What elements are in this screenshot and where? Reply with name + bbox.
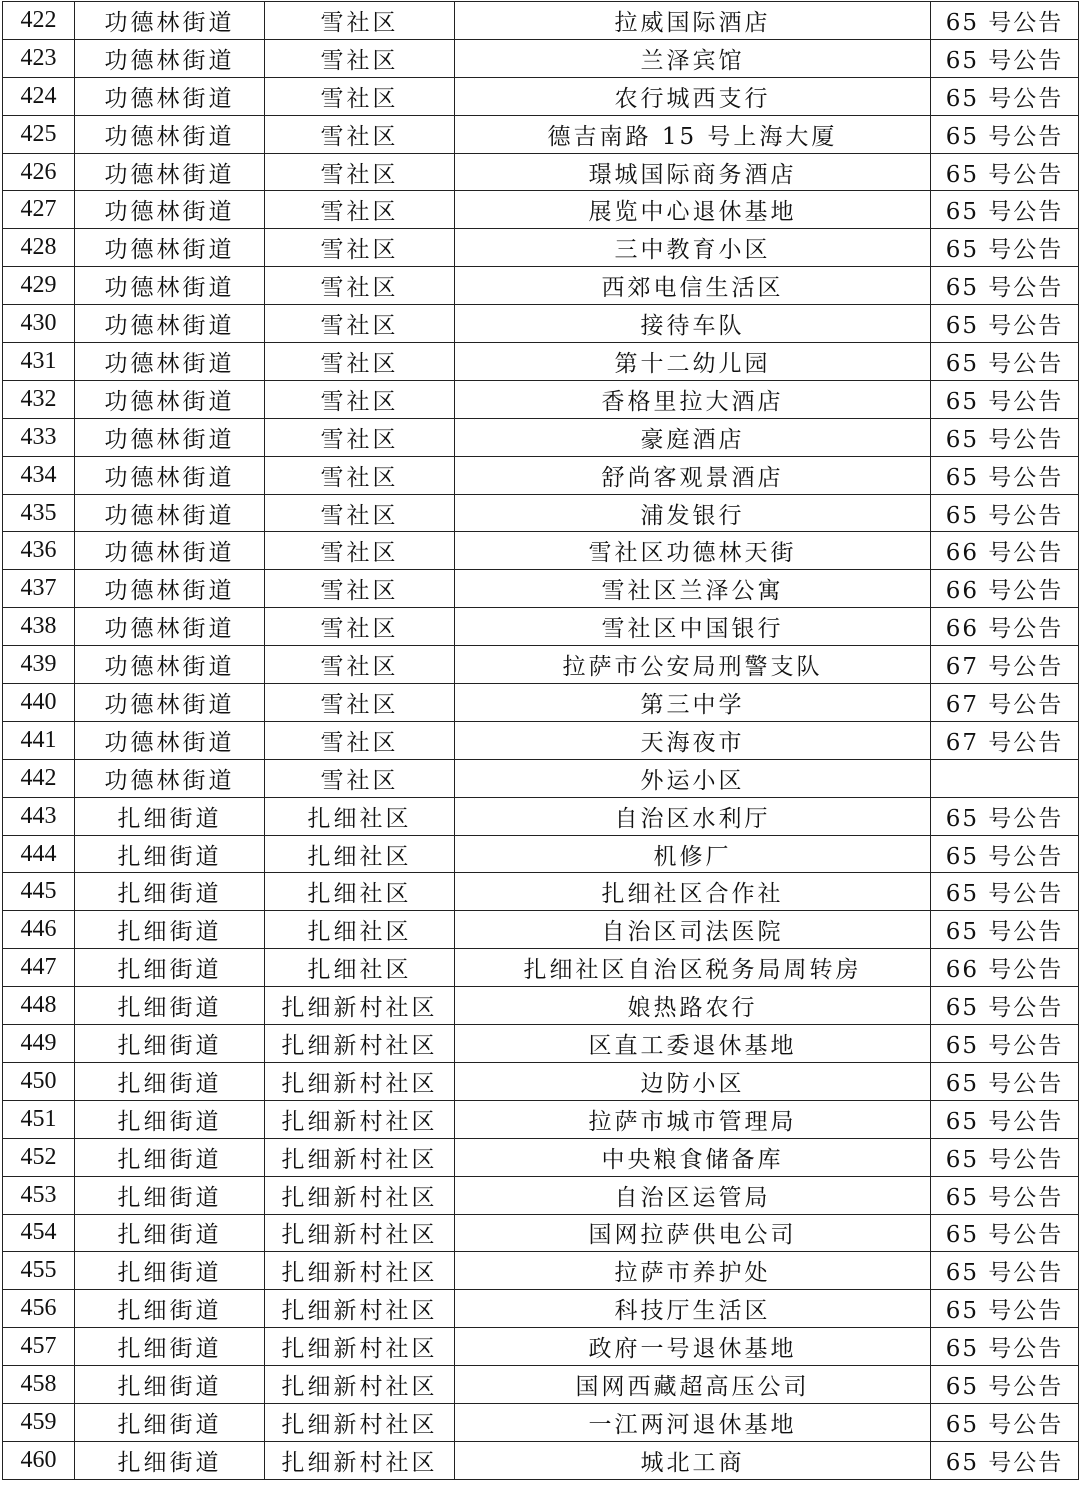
community-cell: 雪社区 xyxy=(265,570,455,608)
row-number-cell: 452 xyxy=(3,1138,75,1176)
community-cell: 雪社区 xyxy=(265,456,455,494)
notice-cell: 65 号公告 xyxy=(931,1214,1079,1252)
subdistrict-cell: 功德林街道 xyxy=(75,721,265,759)
row-number-cell: 422 xyxy=(3,2,75,40)
location-cell: 科技厅生活区 xyxy=(455,1290,931,1328)
row-number-cell: 447 xyxy=(3,949,75,987)
notice-cell: 65 号公告 xyxy=(931,797,1079,835)
subdistrict-cell: 功德林街道 xyxy=(75,153,265,191)
table-row xyxy=(3,949,1079,987)
table-row xyxy=(3,684,1079,722)
subdistrict-cell: 扎细街道 xyxy=(75,797,265,835)
community-cell: 雪社区 xyxy=(265,532,455,570)
notice-cell: 65 号公告 xyxy=(931,115,1079,153)
notice-cell: 65 号公告 xyxy=(931,2,1079,40)
community-cell: 扎细新村社区 xyxy=(265,1252,455,1290)
subdistrict-cell: 功德林街道 xyxy=(75,343,265,381)
table-row xyxy=(3,229,1079,267)
notice-cell: 65 号公告 xyxy=(931,191,1079,229)
notice-cell: 65 号公告 xyxy=(931,153,1079,191)
community-cell: 扎细新村社区 xyxy=(265,1176,455,1214)
table-body xyxy=(3,2,1079,1480)
community-cell: 扎细新村社区 xyxy=(265,1214,455,1252)
notice-cell xyxy=(931,759,1079,797)
notice-cell: 67 号公告 xyxy=(931,684,1079,722)
table-row xyxy=(3,343,1079,381)
notice-cell: 65 号公告 xyxy=(931,229,1079,267)
notice-cell: 66 号公告 xyxy=(931,532,1079,570)
notice-cell: 65 号公告 xyxy=(931,1025,1079,1063)
location-cell: 西郊电信生活区 xyxy=(455,267,931,305)
location-cell: 浦发银行 xyxy=(455,494,931,532)
row-number-cell: 431 xyxy=(3,343,75,381)
location-cell: 自治区运管局 xyxy=(455,1176,931,1214)
community-cell: 雪社区 xyxy=(265,77,455,115)
row-number-cell: 445 xyxy=(3,873,75,911)
table-row xyxy=(3,835,1079,873)
subdistrict-cell: 扎细街道 xyxy=(75,1403,265,1441)
row-number-cell: 449 xyxy=(3,1025,75,1063)
subdistrict-cell: 扎细街道 xyxy=(75,1025,265,1063)
location-cell: 国网西藏超高压公司 xyxy=(455,1366,931,1404)
row-number-cell: 457 xyxy=(3,1328,75,1366)
table-row xyxy=(3,1214,1079,1252)
table-row xyxy=(3,646,1079,684)
community-cell: 扎细新村社区 xyxy=(265,1025,455,1063)
community-cell: 雪社区 xyxy=(265,380,455,418)
subdistrict-cell: 功德林街道 xyxy=(75,494,265,532)
subdistrict-cell: 功德林街道 xyxy=(75,305,265,343)
notice-cell: 65 号公告 xyxy=(931,911,1079,949)
listing-table xyxy=(2,1,1079,1480)
row-number-cell: 456 xyxy=(3,1290,75,1328)
notice-cell: 65 号公告 xyxy=(931,343,1079,381)
location-cell: 三中教育小区 xyxy=(455,229,931,267)
table-row xyxy=(3,608,1079,646)
table-row xyxy=(3,39,1079,77)
location-cell: 德吉南路 15 号上海大厦 xyxy=(455,115,931,153)
location-cell: 第三中学 xyxy=(455,684,931,722)
notice-cell: 65 号公告 xyxy=(931,1176,1079,1214)
community-cell: 扎细社区 xyxy=(265,911,455,949)
notice-cell: 65 号公告 xyxy=(931,456,1079,494)
community-cell: 雪社区 xyxy=(265,191,455,229)
community-cell: 雪社区 xyxy=(265,2,455,40)
location-cell: 娘热路农行 xyxy=(455,987,931,1025)
row-number-cell: 453 xyxy=(3,1176,75,1214)
subdistrict-cell: 扎细街道 xyxy=(75,1328,265,1366)
community-cell: 扎细新村社区 xyxy=(265,1100,455,1138)
row-number-cell: 433 xyxy=(3,418,75,456)
subdistrict-cell: 功德林街道 xyxy=(75,532,265,570)
row-number-cell: 437 xyxy=(3,570,75,608)
row-number-cell: 432 xyxy=(3,380,75,418)
row-number-cell: 430 xyxy=(3,305,75,343)
location-cell: 香格里拉大酒店 xyxy=(455,380,931,418)
notice-cell: 65 号公告 xyxy=(931,835,1079,873)
subdistrict-cell: 扎细街道 xyxy=(75,835,265,873)
table-row xyxy=(3,1138,1079,1176)
location-cell: 农行城西支行 xyxy=(455,77,931,115)
subdistrict-cell: 功德林街道 xyxy=(75,456,265,494)
table-row xyxy=(3,305,1079,343)
location-cell: 拉萨市养护处 xyxy=(455,1252,931,1290)
location-cell: 扎细社区合作社 xyxy=(455,873,931,911)
notice-cell: 65 号公告 xyxy=(931,1403,1079,1441)
table-row xyxy=(3,873,1079,911)
community-cell: 扎细社区 xyxy=(265,797,455,835)
location-cell: 区直工委退休基地 xyxy=(455,1025,931,1063)
subdistrict-cell: 扎细街道 xyxy=(75,949,265,987)
community-cell: 扎细社区 xyxy=(265,873,455,911)
notice-cell: 65 号公告 xyxy=(931,418,1079,456)
location-cell: 国网拉萨供电公司 xyxy=(455,1214,931,1252)
community-cell: 扎细社区 xyxy=(265,835,455,873)
location-cell: 雪社区中国银行 xyxy=(455,608,931,646)
table-row xyxy=(3,380,1079,418)
notice-cell: 66 号公告 xyxy=(931,949,1079,987)
row-number-cell: 455 xyxy=(3,1252,75,1290)
row-number-cell: 458 xyxy=(3,1366,75,1404)
subdistrict-cell: 扎细街道 xyxy=(75,1366,265,1404)
table-row xyxy=(3,911,1079,949)
row-number-cell: 426 xyxy=(3,153,75,191)
location-cell: 拉萨市城市管理局 xyxy=(455,1100,931,1138)
notice-cell: 65 号公告 xyxy=(931,1441,1079,1479)
row-number-cell: 460 xyxy=(3,1441,75,1479)
community-cell: 雪社区 xyxy=(265,39,455,77)
community-cell: 雪社区 xyxy=(265,343,455,381)
location-cell: 外运小区 xyxy=(455,759,931,797)
table-row xyxy=(3,759,1079,797)
notice-cell: 66 号公告 xyxy=(931,608,1079,646)
location-cell: 政府一号退休基地 xyxy=(455,1328,931,1366)
community-cell: 扎细新村社区 xyxy=(265,1366,455,1404)
community-cell: 扎细新村社区 xyxy=(265,1328,455,1366)
table-row xyxy=(3,115,1079,153)
location-cell: 展览中心退休基地 xyxy=(455,191,931,229)
table-row xyxy=(3,1328,1079,1366)
row-number-cell: 435 xyxy=(3,494,75,532)
subdistrict-cell: 扎细街道 xyxy=(75,873,265,911)
row-number-cell: 454 xyxy=(3,1214,75,1252)
table-row xyxy=(3,532,1079,570)
location-cell: 中央粮食储备库 xyxy=(455,1138,931,1176)
community-cell: 雪社区 xyxy=(265,115,455,153)
subdistrict-cell: 扎细街道 xyxy=(75,1214,265,1252)
subdistrict-cell: 功德林街道 xyxy=(75,646,265,684)
location-cell: 舒尚客观景酒店 xyxy=(455,456,931,494)
notice-cell: 65 号公告 xyxy=(931,1252,1079,1290)
location-cell: 接待车队 xyxy=(455,305,931,343)
row-number-cell: 451 xyxy=(3,1100,75,1138)
notice-cell: 65 号公告 xyxy=(931,494,1079,532)
subdistrict-cell: 扎细街道 xyxy=(75,1100,265,1138)
community-cell: 雪社区 xyxy=(265,229,455,267)
row-number-cell: 439 xyxy=(3,646,75,684)
subdistrict-cell: 功德林街道 xyxy=(75,2,265,40)
row-number-cell: 444 xyxy=(3,835,75,873)
row-number-cell: 429 xyxy=(3,267,75,305)
table-row xyxy=(3,1403,1079,1441)
subdistrict-cell: 功德林街道 xyxy=(75,380,265,418)
location-cell: 雪社区兰泽公寓 xyxy=(455,570,931,608)
location-cell: 璟城国际商务酒店 xyxy=(455,153,931,191)
notice-cell: 65 号公告 xyxy=(931,267,1079,305)
subdistrict-cell: 功德林街道 xyxy=(75,759,265,797)
community-cell: 雪社区 xyxy=(265,305,455,343)
location-cell: 自治区司法医院 xyxy=(455,911,931,949)
table-row xyxy=(3,987,1079,1025)
table-row xyxy=(3,1441,1079,1479)
subdistrict-cell: 功德林街道 xyxy=(75,684,265,722)
row-number-cell: 424 xyxy=(3,77,75,115)
table-row xyxy=(3,494,1079,532)
community-cell: 雪社区 xyxy=(265,153,455,191)
table-row xyxy=(3,153,1079,191)
row-number-cell: 440 xyxy=(3,684,75,722)
row-number-cell: 450 xyxy=(3,1062,75,1100)
subdistrict-cell: 功德林街道 xyxy=(75,229,265,267)
row-number-cell: 446 xyxy=(3,911,75,949)
table-row xyxy=(3,1062,1079,1100)
subdistrict-cell: 扎细街道 xyxy=(75,911,265,949)
notice-cell: 65 号公告 xyxy=(931,1062,1079,1100)
notice-cell: 65 号公告 xyxy=(931,873,1079,911)
row-number-cell: 438 xyxy=(3,608,75,646)
location-cell: 豪庭酒店 xyxy=(455,418,931,456)
table-row xyxy=(3,456,1079,494)
subdistrict-cell: 功德林街道 xyxy=(75,418,265,456)
table-row xyxy=(3,1290,1079,1328)
community-cell: 扎细新村社区 xyxy=(265,987,455,1025)
row-number-cell: 459 xyxy=(3,1403,75,1441)
row-number-cell: 427 xyxy=(3,191,75,229)
location-cell: 扎细社区自治区税务局周转房 xyxy=(455,949,931,987)
location-cell: 拉威国际酒店 xyxy=(455,2,931,40)
notice-cell: 65 号公告 xyxy=(931,1328,1079,1366)
notice-cell: 65 号公告 xyxy=(931,1138,1079,1176)
row-number-cell: 425 xyxy=(3,115,75,153)
subdistrict-cell: 扎细街道 xyxy=(75,1290,265,1328)
subdistrict-cell: 扎细街道 xyxy=(75,1252,265,1290)
notice-cell: 65 号公告 xyxy=(931,987,1079,1025)
community-cell: 扎细新村社区 xyxy=(265,1138,455,1176)
community-cell: 扎细新村社区 xyxy=(265,1403,455,1441)
location-cell: 机修厂 xyxy=(455,835,931,873)
notice-cell: 65 号公告 xyxy=(931,39,1079,77)
table-row xyxy=(3,1366,1079,1404)
table-row xyxy=(3,1176,1079,1214)
location-cell: 雪社区功德林天街 xyxy=(455,532,931,570)
location-cell: 天海夜市 xyxy=(455,721,931,759)
notice-cell: 65 号公告 xyxy=(931,1100,1079,1138)
notice-cell: 65 号公告 xyxy=(931,305,1079,343)
community-cell: 雪社区 xyxy=(265,418,455,456)
community-cell: 雪社区 xyxy=(265,646,455,684)
subdistrict-cell: 功德林街道 xyxy=(75,608,265,646)
community-cell: 雪社区 xyxy=(265,759,455,797)
subdistrict-cell: 功德林街道 xyxy=(75,570,265,608)
community-cell: 扎细社区 xyxy=(265,949,455,987)
location-cell: 兰泽宾馆 xyxy=(455,39,931,77)
table-row xyxy=(3,1025,1079,1063)
subdistrict-cell: 功德林街道 xyxy=(75,115,265,153)
notice-cell: 65 号公告 xyxy=(931,1290,1079,1328)
community-cell: 雪社区 xyxy=(265,494,455,532)
table-row xyxy=(3,1252,1079,1290)
table-row xyxy=(3,797,1079,835)
community-cell: 雪社区 xyxy=(265,684,455,722)
subdistrict-cell: 扎细街道 xyxy=(75,1441,265,1479)
community-cell: 雪社区 xyxy=(265,267,455,305)
notice-cell: 67 号公告 xyxy=(931,646,1079,684)
community-cell: 雪社区 xyxy=(265,608,455,646)
subdistrict-cell: 扎细街道 xyxy=(75,987,265,1025)
row-number-cell: 441 xyxy=(3,721,75,759)
row-number-cell: 448 xyxy=(3,987,75,1025)
subdistrict-cell: 功德林街道 xyxy=(75,39,265,77)
notice-cell: 65 号公告 xyxy=(931,380,1079,418)
notice-cell: 67 号公告 xyxy=(931,721,1079,759)
table-row xyxy=(3,1100,1079,1138)
community-cell: 扎细新村社区 xyxy=(265,1290,455,1328)
row-number-cell: 423 xyxy=(3,39,75,77)
table-row xyxy=(3,191,1079,229)
location-cell: 城北工商 xyxy=(455,1441,931,1479)
notice-cell: 66 号公告 xyxy=(931,570,1079,608)
table-row xyxy=(3,2,1079,40)
location-cell: 自治区水利厅 xyxy=(455,797,931,835)
location-cell: 拉萨市公安局刑警支队 xyxy=(455,646,931,684)
table-row xyxy=(3,418,1079,456)
subdistrict-cell: 功德林街道 xyxy=(75,267,265,305)
row-number-cell: 443 xyxy=(3,797,75,835)
subdistrict-cell: 功德林街道 xyxy=(75,191,265,229)
community-cell: 扎细新村社区 xyxy=(265,1441,455,1479)
subdistrict-cell: 扎细街道 xyxy=(75,1062,265,1100)
row-number-cell: 434 xyxy=(3,456,75,494)
location-cell: 第十二幼儿园 xyxy=(455,343,931,381)
location-cell: 一江两河退休基地 xyxy=(455,1403,931,1441)
subdistrict-cell: 扎细街道 xyxy=(75,1138,265,1176)
row-number-cell: 436 xyxy=(3,532,75,570)
notice-cell: 65 号公告 xyxy=(931,1366,1079,1404)
row-number-cell: 442 xyxy=(3,759,75,797)
community-cell: 扎细新村社区 xyxy=(265,1062,455,1100)
row-number-cell: 428 xyxy=(3,229,75,267)
table-row xyxy=(3,570,1079,608)
table-row xyxy=(3,267,1079,305)
location-cell: 边防小区 xyxy=(455,1062,931,1100)
subdistrict-cell: 功德林街道 xyxy=(75,77,265,115)
table-row xyxy=(3,77,1079,115)
notice-cell: 65 号公告 xyxy=(931,77,1079,115)
subdistrict-cell: 扎细街道 xyxy=(75,1176,265,1214)
table-row xyxy=(3,721,1079,759)
community-cell: 雪社区 xyxy=(265,721,455,759)
